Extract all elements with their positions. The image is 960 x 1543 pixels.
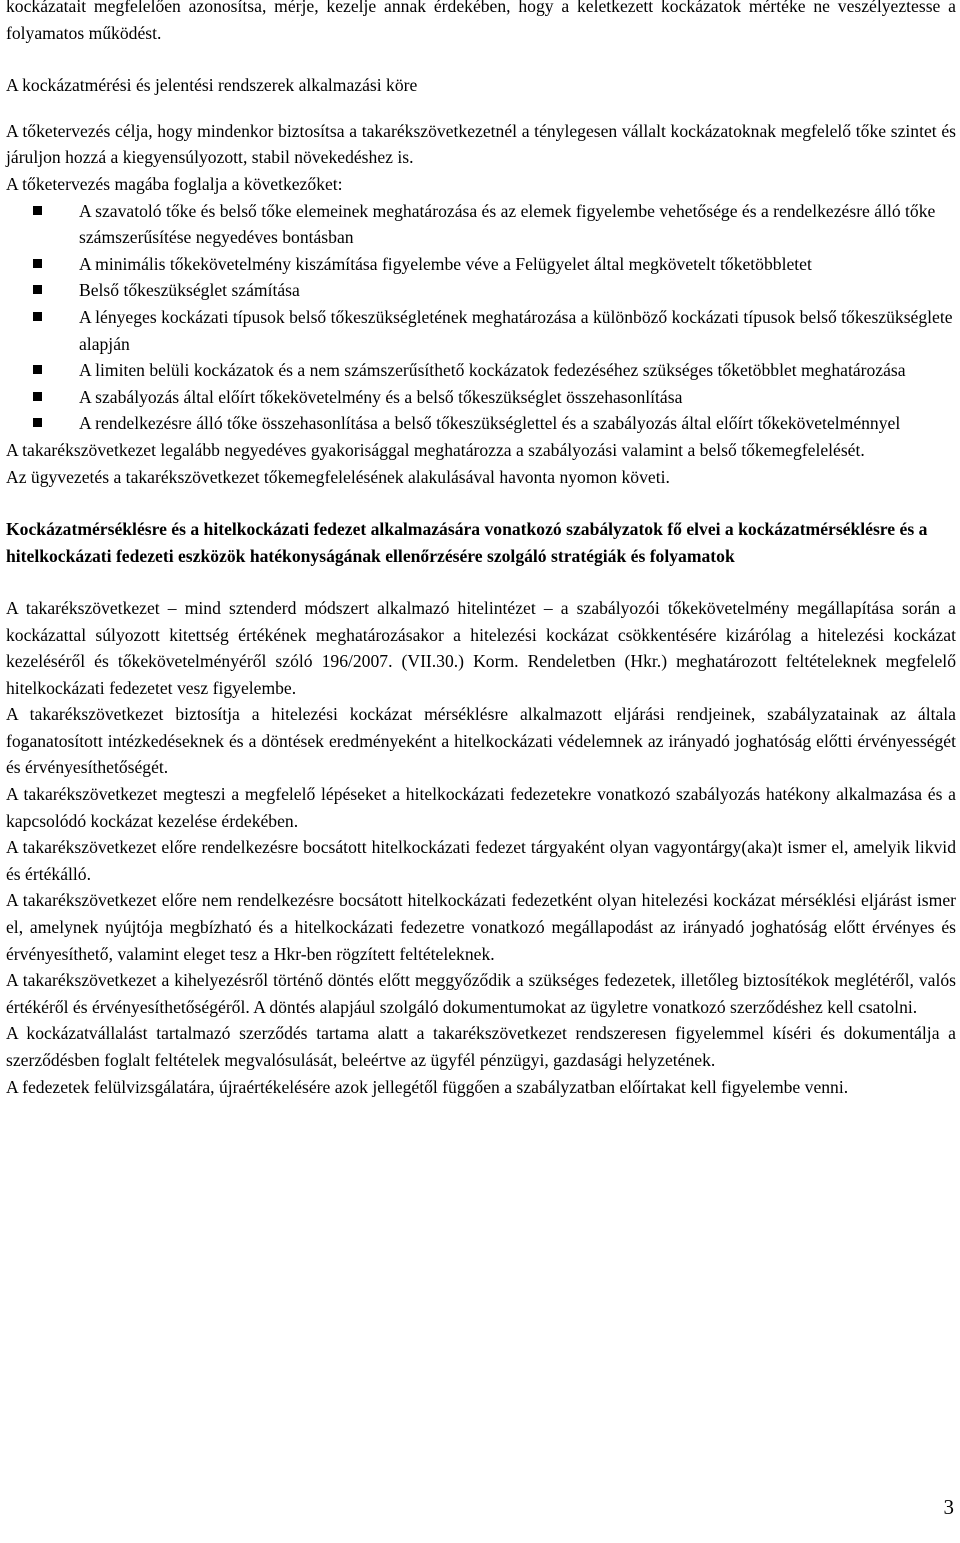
square-bullet-icon [33,206,42,215]
body-paragraph: A takarékszövetkezet biztosítja a hitelezési kockázat mérséklésre alkalmazott eljárási rendjeinek, szabályzatainak az általa foganatosított intézkedéseknek és a döntések eredményeként a hitelkockázati védelemnek az irányadó joghatóság előtti érvényességét és érvényesíthetőségét. [6,704,956,778]
list-item [6,198,956,251]
list-item [6,251,956,278]
page-number: 3 [943,1495,954,1519]
list-item [6,357,956,384]
list-item-text: A minimális tőkekövetelmény kiszámítása figyelembe véve a Felügyelet által megkövetelt tőketöbbletet [79,253,812,274]
list-item [6,410,956,437]
list-item [6,277,956,304]
capital-planning-goal: A tőketervezés célja, hogy mindenkor biztosítsa a takarékszövetkezetnél a ténylegesen vállalt kockázatoknak megfelelő tőke szintet és járuljon hozzá a kiegyensúlyozott, stabil növekedéshez is. [6,120,956,168]
body-paragraph: A takarékszövetkezet – mind sztenderd módszert alkalmazó hitelintézet – a szabályozói tőkekövetelmény megállapítása során a kockázattal súlyozott kitettség értékének meghatározásakor a hitelezési kockázat csökkentésére kizárólag a hitelezési kockázat kezeléséről és tőkekövetelményéről szóló 196/2007. (VII.30.) Korm. Rendeletben (Hkr.) meghatározott feltételeknek megfelelő hitelkockázati fedezetet vesz figyelembe. [6,597,956,698]
document-page [6,0,956,1100]
monitoring-paragraph: Az ügyvezetés a takarékszövetkezet tőkemegfelelésének alakulásával havonta nyomon követi. [6,466,670,487]
list-item-text: A lényeges kockázati típusok belső tőkeszükségletének meghatározása a különböző kockázati típusok belső tőkeszükséglete alapján [79,306,953,354]
body-paragraph: A kockázatvállalást tartalmazó szerződés tartama alatt a takarékszövetkezet rendszeresen figyelemmel kíséri és dokumentálja a szerződésben foglalt feltételek megvalósulását, beleértve az ügyfél pénzügyi, gazdasági helyzetének. [6,1023,956,1070]
section-heading-risk-mitigation: Kockázatmérséklésre és a hitelkockázati fedezet alkalmazására vonatkozó szabályzatok fő elvei a kockázatmérséklésre és a hitelkockázati fedezeti eszközök hatékonyságának ellenőrzésére szolgáló stratégiák és folyamatok [6,519,928,566]
list-item-text: A limiten belüli kockázatok és a nem számszerűsíthető kockázatok fedezéséhez szükséges tőketöbblet meghatározása [79,360,906,381]
list-item [6,384,956,411]
body-paragraph: A takarékszövetkezet megteszi a megfelelő lépéseket a hitelkockázati fedezetekre vonatkozó szabályozás hatékony alkalmazása és a kapcsolódó kockázat kezelése érdekében. [6,784,956,831]
list-item [6,304,956,357]
list-item-text: A szavatoló tőke és belső tőke elemeinek meghatározása és az elemek figyelembe vehetősége és a rendelkezésre álló tőke számszerűsítése negyedéves bontásban [79,200,936,248]
continued-paragraph: kockázatait megfelelően azonosítsa, mérje, kezelje annak érdekében, hogy a keletkezett kockázatok mértéke ne veszélyeztesse a folyamatos működést. [6,0,956,43]
list-intro: A tőketervezés magába foglalja a következőket: [6,173,343,194]
square-bullet-icon [33,312,42,321]
square-bullet-icon [33,392,42,401]
capital-planning-list [6,198,956,437]
square-bullet-icon [33,259,42,268]
section-heading-scope: A kockázatmérési és jelentési rendszerek alkalmazási köre [6,75,418,96]
square-bullet-icon [33,365,42,374]
frequency-paragraph: A takarékszövetkezet legalább negyedéves gyakorisággal meghatározza a szabályozási valamint a belső tőkemegfelelését. [6,439,865,460]
body-paragraph: A takarékszövetkezet előre nem rendelkezésre bocsátott hitelkockázati fedezetként olyan hitelezési kockázat mérséklési eljárást ismer el, amelynek nyújtója megbízható és a hitelkockázati fedezetre vonatkozó megállapodást az irányadó joghatóság előtt érvényes és érvényesíthető, valamint eleget tesz a Hkr-ben rögzített feltételeknek. [6,890,956,964]
list-item-text: A rendelkezésre álló tőke összehasonlítása a belső tőkeszükséglettel és a szabályozás által előírt tőkekövetelménnyel [79,413,901,434]
square-bullet-icon [33,418,42,427]
body-paragraph: A takarékszövetkezet a kihelyezésről történő döntés előtt meggyőződik a szükséges fedezetek, illetőleg biztosítékok meglétéről, valós értékéről és érvényesíthetőségéről. A döntés alapjául szolgáló dokumentumokat az ügyletre vonatkozó szerződéshez kell csatolni. [6,970,956,1017]
body-paragraph: A fedezetek felülvizsgálatára, újraértékelésére azok jellegétől függően a szabályzatban előírtakat kell figyelembe venni. [6,1076,849,1097]
body-paragraph: A takarékszövetkezet előre rendelkezésre bocsátott hitelkockázati fedezet tárgyaként olyan vagyontárgy(aka)t ismer el, amelyik likvid és értékálló. [6,837,956,884]
list-item-text: A szabályozás által előírt tőkekövetelmény és a belső tőkeszükséglet összehasonlítása [79,386,683,407]
square-bullet-icon [33,285,42,294]
list-item-text: Belső tőkeszükséglet számítása [79,280,300,301]
